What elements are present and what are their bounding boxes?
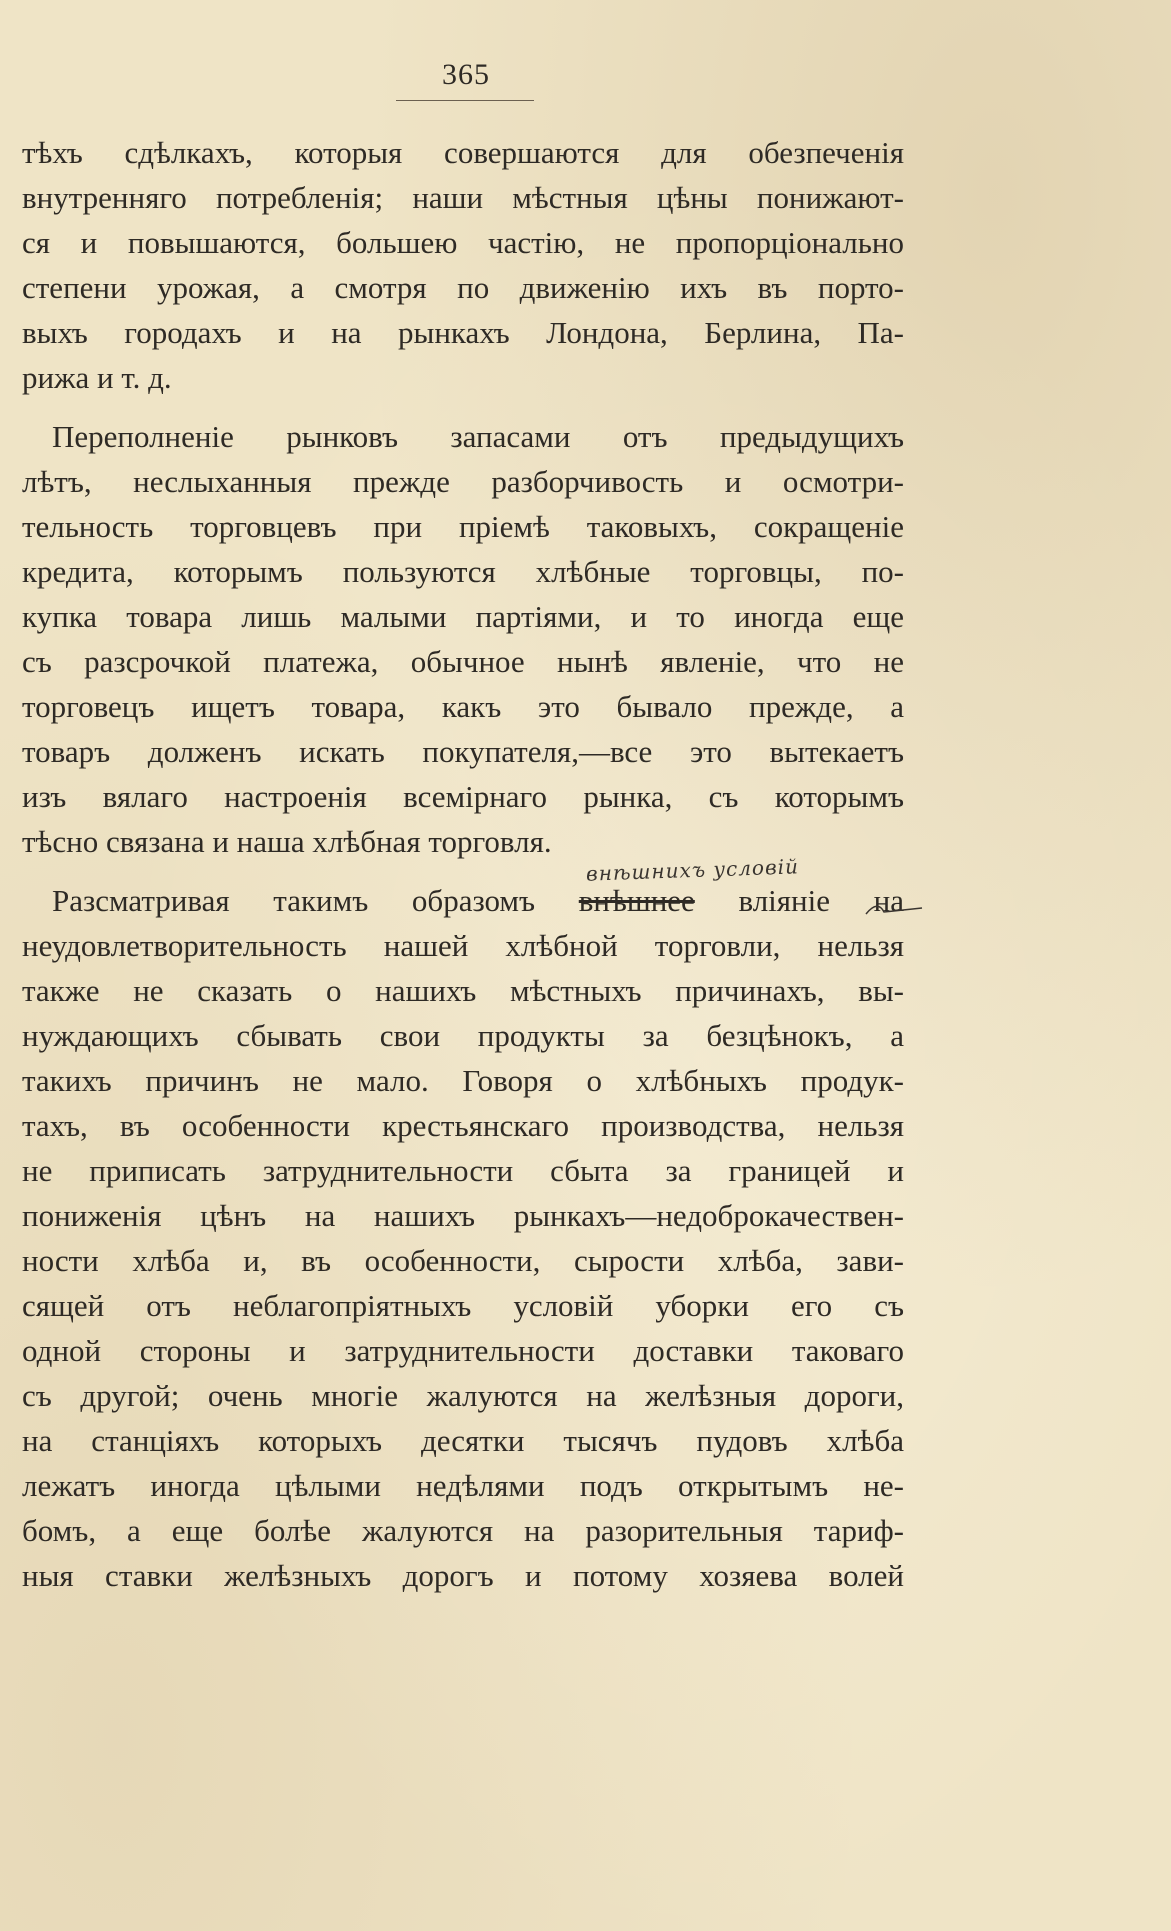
text-line: бомъ, а еще болѣе жалуются на разорительныя тариф- [22,1513,904,1548]
paragraph-2 [22,414,904,864]
line-text-before: Разсматривая такимъ образомъ [52,883,536,918]
text-line: ся и повышаются, большею частію, не пропорціонально [22,225,904,260]
text-line: изъ вялаго настроенія всемірнаго рынка, съ которымъ [22,779,904,814]
text-line: тѣхъ сдѣлкахъ, которыя совершаются для обезпеченія [22,135,904,170]
text-line: съ разсрочкой платежа, обычное нынѣ явленіе, что не [22,644,904,679]
struck-word: внѣшнее [578,883,695,918]
text-line: степени урожая, а смотря по движенію ихъ въ порто- [22,270,904,305]
line-text-after: вліяніе на [738,883,904,918]
text-line: неудовлетворительность нашей хлѣбной торговли, нельзя [22,928,904,963]
page-number: 365 [442,58,490,91]
paragraph-1 [22,130,904,400]
text-line: рижа и т. д. [22,360,172,395]
text-line: лѣтъ, неслыханныя прежде разборчивость и осмотри- [22,464,904,499]
text-line: тахъ, въ особенности крестьянскаго производства, нельзя [22,1108,904,1143]
text-line: пониженія цѣнъ на нашихъ рынкахъ—недоброкачествен- [22,1198,904,1233]
text-line: выхъ городахъ и на рынкахъ Лондона, Берлина, Па- [22,315,904,350]
text-line: кредита, которымъ пользуются хлѣбные торговцы, по- [22,554,904,589]
text-line: ности хлѣба и, въ особенности, сырости хлѣба, зави- [22,1243,904,1278]
text-line: тельность торговцевъ при пріемѣ таковыхъ, сокращеніе [22,509,904,544]
text-line: ныя ставки желѣзныхъ дорогъ и потому хозяева волей [22,1558,904,1593]
text-line: на станціяхъ которыхъ десятки тысячъ пудовъ хлѣба [22,1423,904,1458]
text-line: сящей отъ неблагопріятныхъ условій уборки его съ [22,1288,904,1323]
text-line: лежатъ иногда цѣлыми недѣлями подъ открытымъ не- [22,1468,904,1503]
text-line: такихъ причинъ не мало. Говоря о хлѣбныхъ продук- [22,1063,904,1098]
text-line: тѣсно связана и наша хлѣбная торговля. [22,824,552,859]
handwritten-caret-stroke [864,900,924,918]
header-rule [396,100,534,101]
text-line: не приписать затруднительности сбыта за границей и [22,1153,904,1188]
text-line: Переполненіе рынковъ запасами отъ предыдущихъ [52,419,904,454]
handwritten-correction: внѣшнихъ условій [585,854,800,886]
text-line: одной стороны и затруднительности доставки таковаго [22,1333,904,1368]
text-line: купка товара лишь малыми партіями, и то иногда еще [22,599,904,634]
text-line-with-correction [22,878,904,923]
paragraph-gap [22,400,904,414]
text-line: торговецъ ищетъ товара, какъ это бывало прежде, а [22,689,904,724]
paragraph-3 [22,878,904,1598]
text-line: товаръ долженъ искать покупателя,—все это вытекаетъ [22,734,904,769]
text-line: также не сказать о нашихъ мѣстныхъ причинахъ, вы- [22,973,904,1008]
text-line: внутренняго потребленія; наши мѣстныя цѣны понижают- [22,180,904,215]
text-line: съ другой; очень многіе жалуются на желѣзныя дороги, [22,1378,904,1413]
text-line: нуждающихъ сбывать свои продукты за безцѣнокъ, а [22,1018,904,1053]
